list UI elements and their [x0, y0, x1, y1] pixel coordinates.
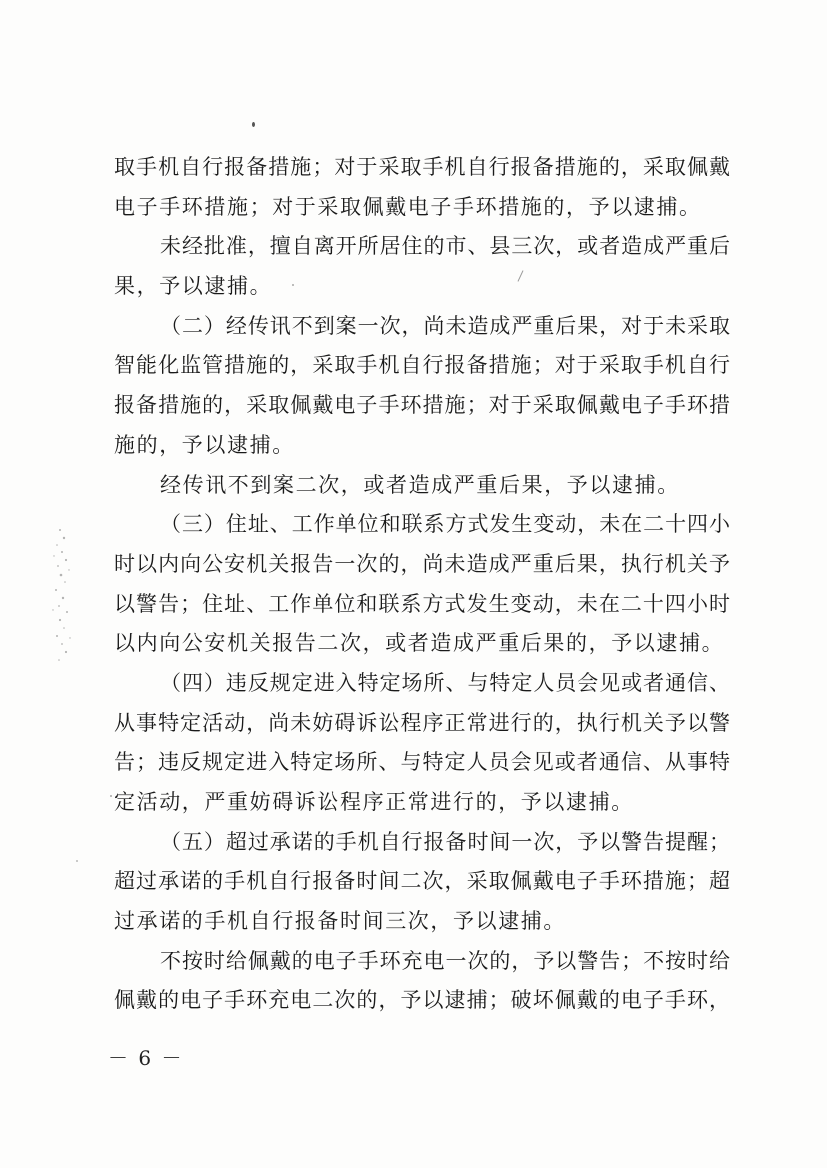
- text-line: （五）超过承诺的手机自行报备时间一次，予以警告提醒；: [160, 829, 730, 854]
- document-body: [114, 148, 730, 1021]
- text-line: 以内向公安机关报告二次，或者造成严重后果的，予以逮捕。: [114, 631, 725, 656]
- text-line: 电子手环措施；对于采取佩戴电子手环措施的，予以逮捕。: [114, 194, 702, 219]
- page-number: － 6 －: [108, 1046, 184, 1070]
- text-line: 佩戴的电子手环充电二次的，予以逮捕；破坏佩戴的电子手环，: [114, 988, 730, 1013]
- text-line: （四）违反规定进入特定场所、与特定人员会见或者通信、: [160, 670, 730, 695]
- text-line: 定活动，严重妨碍诉讼程序正常进行的，予以逮捕。: [114, 790, 634, 814]
- text-line: 未经批准，擅自离开所居住的市、县三次，或者造成严重后: [160, 234, 730, 259]
- text-line: 时以内向公安机关报告一次的，尚未造成严重后果，执行机关予: [114, 551, 730, 576]
- text-line: 取手机自行报备措施；对于采取手机自行报备措施的，采取佩戴: [114, 155, 730, 179]
- text-line: （二）经传讯不到案一次，尚未造成严重后果，对于未采取: [160, 313, 730, 338]
- text-line: 智能化监管措施的，采取手机自行报备措施；对于采取手机自行: [114, 353, 730, 378]
- text-line: 从事特定活动，尚未妨碍诉讼程序正常进行的，执行机关予以警: [114, 710, 730, 735]
- text-line: 超过承诺的手机自行报备时间二次，采取佩戴电子手环措施；超: [114, 869, 730, 894]
- text-line: 果，予以逮捕。: [114, 274, 273, 299]
- text-line: 告；违反规定进入特定场所、与特定人员会见或者通信、从事特: [114, 750, 730, 775]
- text-line: 报备措施的，采取佩戴电子手环措施；对于采取佩戴电子手环措: [114, 393, 730, 418]
- scan-noise-patch: [40, 520, 80, 670]
- text-line: 施的，予以逮捕。: [114, 432, 295, 457]
- text-line: 过承诺的手机自行报备时间三次，予以逮捕。: [114, 909, 566, 934]
- text-line: 以警告；住址、工作单位和联系方式发生变动，未在二十四小时: [114, 591, 730, 616]
- scan-speck: [110, 795, 112, 797]
- text-line: 经传讯不到案二次，或者造成严重后果，予以逮捕。: [160, 472, 680, 497]
- scan-speck: [252, 122, 255, 127]
- text-line: （三）住址、工作单位和联系方式发生变动，未在二十四小: [160, 512, 730, 537]
- scan-speck: [76, 860, 78, 862]
- text-line: 不按时给佩戴的电子手环充电一次的，予以警告；不按时给: [160, 948, 730, 973]
